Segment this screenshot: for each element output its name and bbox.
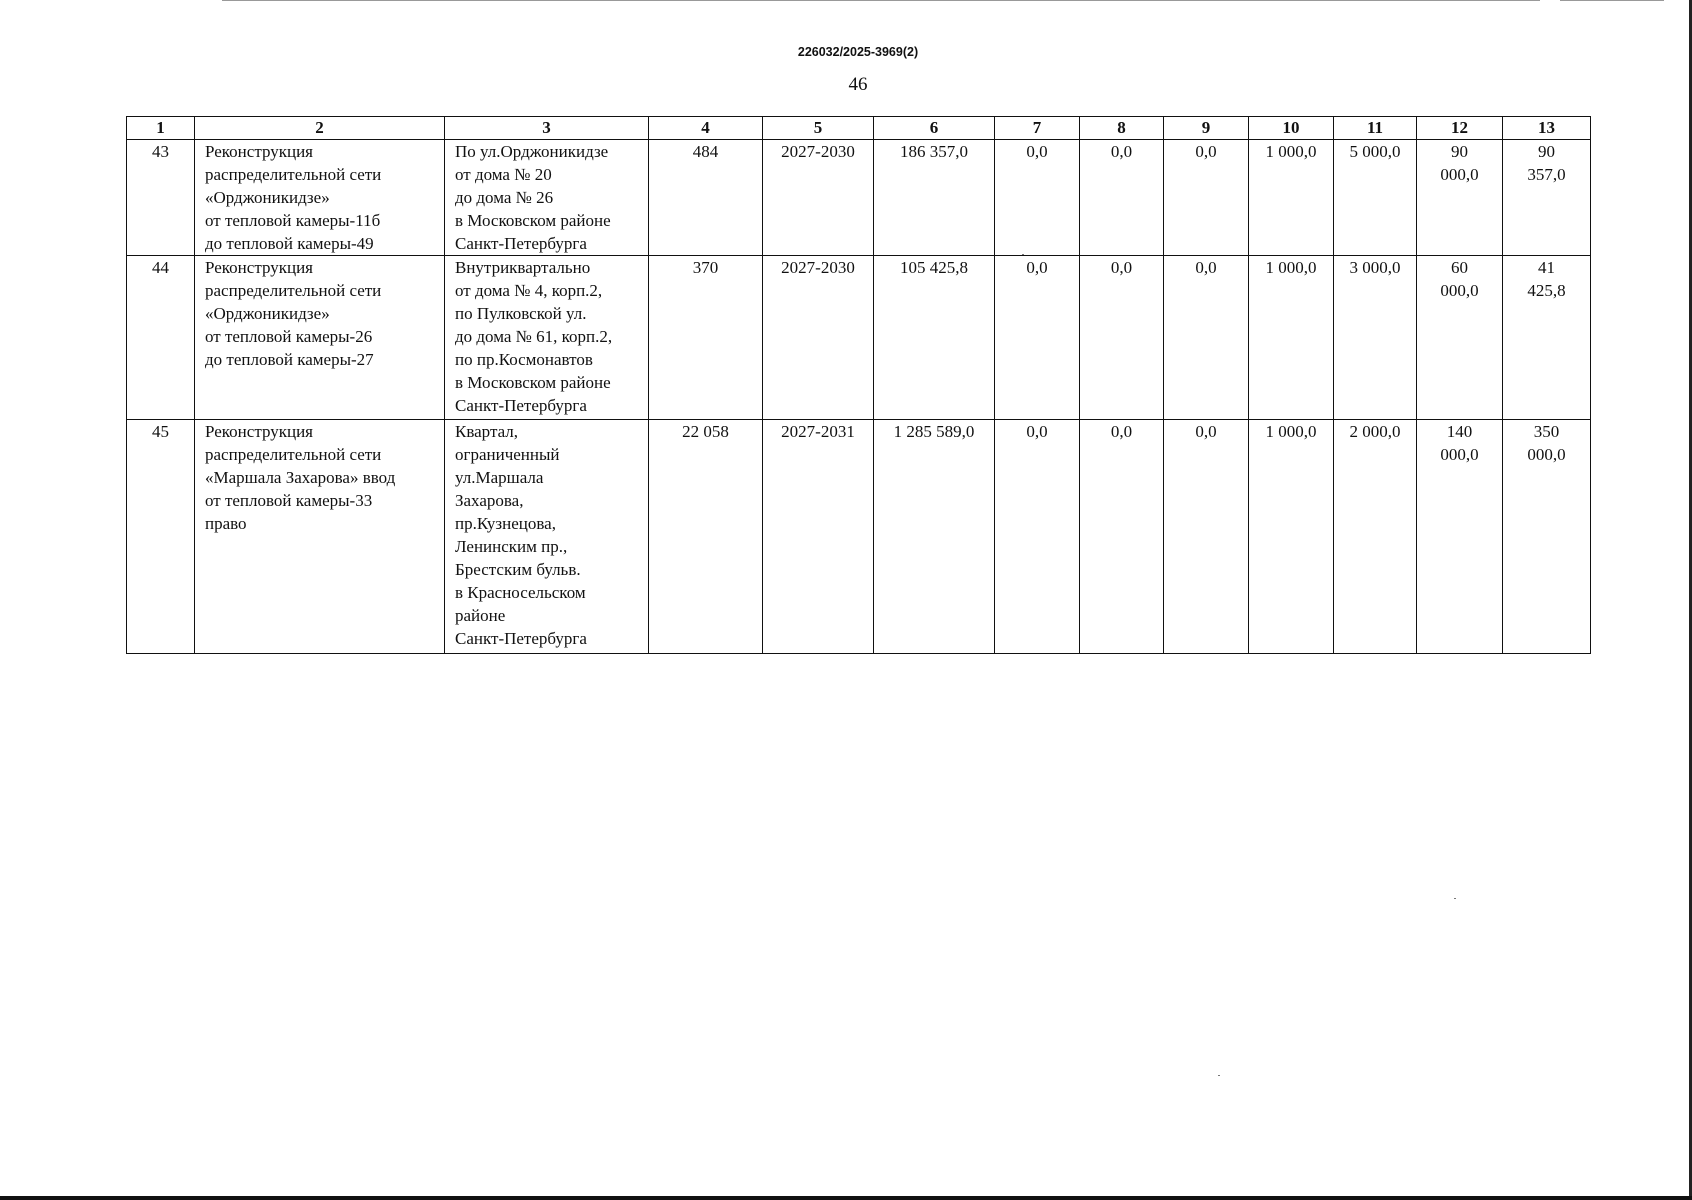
object-name-cell (195, 256, 445, 420)
column-header: 9 (1164, 117, 1249, 140)
value-cell: 1 000,0 (1249, 256, 1334, 420)
text-line: ул.Маршала (455, 468, 544, 487)
text-line: распределительной сети (205, 165, 382, 184)
text-line: 000,0 (1440, 281, 1479, 300)
value-cell (1503, 420, 1591, 654)
column-header: 8 (1080, 117, 1164, 140)
column-header: 1 (127, 117, 195, 140)
text-line: Санкт-Петербурга (455, 396, 587, 415)
value-cell (1417, 140, 1503, 256)
value-cell: 0,0 (995, 256, 1080, 420)
text-line: «Орджоникидзе» (205, 304, 330, 323)
text-line: Санкт-Петербурга (455, 629, 587, 648)
text-line: Захарова, (455, 491, 524, 510)
text-line: Ленинским пр., (455, 537, 568, 556)
text-line: 90 (1538, 142, 1555, 161)
column-header: 11 (1334, 117, 1417, 140)
text-line: Брестским бульв. (455, 560, 581, 579)
text-line: от тепловой камеры-11б (205, 211, 381, 230)
scan-speck (1454, 898, 1456, 899)
text-line: в Красносельском (455, 583, 586, 602)
text-line: 000,0 (1440, 445, 1479, 464)
value-cell: 0,0 (1164, 256, 1249, 420)
value-cell (1503, 140, 1591, 256)
page-number: 46 (848, 74, 868, 95)
column-header: 5 (763, 117, 874, 140)
text-line: от тепловой камеры-26 (205, 327, 373, 346)
text-line: от тепловой камеры-33 (205, 491, 373, 510)
text-line: 357,0 (1527, 165, 1566, 184)
column-header: 10 (1249, 117, 1334, 140)
column-header: 12 (1417, 117, 1503, 140)
text-line: 000,0 (1440, 165, 1479, 184)
text-line: 350 (1533, 422, 1560, 441)
column-header: 6 (874, 117, 995, 140)
total-cost-cell: 1 285 589,0 (874, 420, 995, 654)
length-cell: 22 058 (649, 420, 763, 654)
value-cell: 1 000,0 (1249, 140, 1334, 256)
text-line: распределительной сети (205, 281, 382, 300)
text-line: 41 (1538, 258, 1555, 277)
period-cell: 2027-2030 (763, 256, 874, 420)
text-line: Квартал, (455, 422, 519, 441)
value-cell: 0,0 (1164, 140, 1249, 256)
text-line: до тепловой камеры-49 (205, 234, 374, 253)
text-line: Реконструкция (205, 422, 314, 441)
location-cell (445, 256, 649, 420)
period-cell: 2027-2030 (763, 140, 874, 256)
scan-top-rule (222, 0, 1540, 1)
text-line: от дома № 4, корп.2, (455, 281, 603, 300)
document-id: 226032/2025-3969(2) (797, 45, 919, 59)
text-line: Санкт-Петербурга (455, 234, 587, 253)
value-cell: 0,0 (995, 420, 1080, 654)
value-cell: 0,0 (1164, 420, 1249, 654)
text-line: районе (455, 606, 506, 625)
column-header: 2 (195, 117, 445, 140)
text-line: По ул.Орджоникидзе (455, 142, 609, 161)
location-cell (445, 140, 649, 256)
column-header: 4 (649, 117, 763, 140)
value-cell (1503, 256, 1591, 420)
table-row (127, 256, 1591, 420)
total-cost-cell: 105 425,8 (874, 256, 995, 420)
location-cell (445, 420, 649, 654)
column-header: 3 (445, 117, 649, 140)
value-cell (1417, 420, 1503, 654)
text-line: право (205, 514, 247, 533)
value-cell: 1 000,0 (1249, 420, 1334, 654)
scan-bottom-edge (0, 1196, 1692, 1200)
text-line: ограниченный (455, 445, 560, 464)
object-name-cell (195, 140, 445, 256)
header-row (127, 117, 1591, 140)
text-line: пр.Кузнецова, (455, 514, 556, 533)
column-header: 13 (1503, 117, 1591, 140)
text-line: 000,0 (1527, 445, 1566, 464)
value-cell: 0,0 (1080, 256, 1164, 420)
row-number: 44 (127, 256, 195, 420)
value-cell: 0,0 (1080, 140, 1164, 256)
table-header (127, 117, 1591, 140)
period-cell: 2027-2031 (763, 420, 874, 654)
text-line: по пр.Космонавтов (455, 350, 593, 369)
value-cell: 3 000,0 (1334, 256, 1417, 420)
total-cost-cell: 186 357,0 (874, 140, 995, 256)
text-line: по Пулковской ул. (455, 304, 587, 323)
data-table (126, 116, 1591, 654)
text-line: Реконструкция (205, 258, 314, 277)
text-line: в Московском районе (455, 373, 611, 392)
length-cell: 370 (649, 256, 763, 420)
value-cell: 0,0 (1080, 420, 1164, 654)
row-number: 43 (127, 140, 195, 256)
table-row (127, 420, 1591, 654)
text-line: Реконструкция (205, 142, 314, 161)
text-line: «Орджоникидзе» (205, 188, 330, 207)
value-cell: 2 000,0 (1334, 420, 1417, 654)
length-cell: 484 (649, 140, 763, 256)
text-line: до тепловой камеры-27 (205, 350, 374, 369)
text-line: Внутриквартально (455, 258, 591, 277)
value-cell (1417, 256, 1503, 420)
text-line: от дома № 20 (455, 165, 552, 184)
value-cell: 0,0 (995, 140, 1080, 256)
text-line: распределительной сети (205, 445, 382, 464)
text-line: 60 (1451, 258, 1468, 277)
text-line: до дома № 26 (455, 188, 554, 207)
row-number: 45 (127, 420, 195, 654)
scan-top-rule-right (1560, 0, 1664, 1)
text-line: 425,8 (1527, 281, 1566, 300)
text-line: в Московском районе (455, 211, 611, 230)
text-line: «Маршала Захарова» ввод (205, 468, 396, 487)
text-line: 140 (1446, 422, 1473, 441)
value-cell: 5 000,0 (1334, 140, 1417, 256)
object-name-cell (195, 420, 445, 654)
text-line: 90 (1451, 142, 1468, 161)
column-header: 7 (995, 117, 1080, 140)
table-row (127, 140, 1591, 256)
text-line: до дома № 61, корп.2, (455, 327, 613, 346)
scan-speck (1218, 1075, 1220, 1076)
